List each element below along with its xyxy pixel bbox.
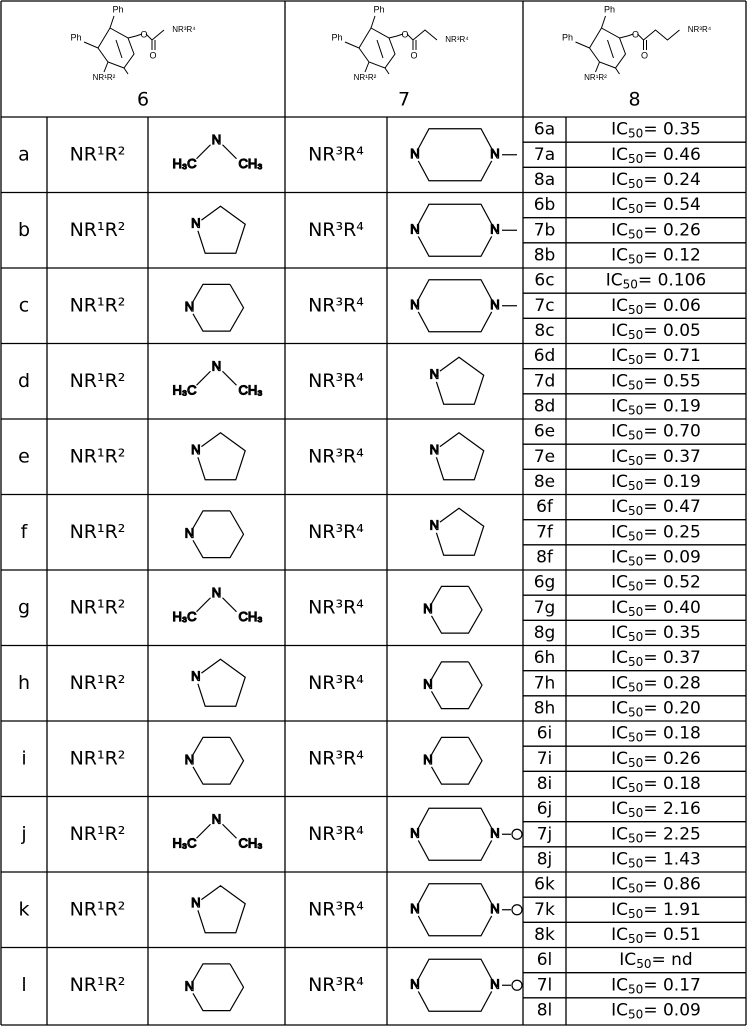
group-label-r1r2: NR¹R² [69,822,126,845]
nitrogen-label: N [410,146,420,162]
oxygen-label: O [140,29,148,40]
compound-id: 7j [536,824,553,845]
group-label-r3r4: NR³R⁴ [308,369,364,392]
phenyl-label: Ph [112,4,124,15]
group-label-r3r4: NR³R⁴ [308,747,364,770]
group-label-r3r4: NR³R⁴ [308,520,364,543]
row-letter: i [21,747,27,770]
methyl-label: CH₃ [238,835,263,851]
substituent-morpholine [408,884,522,936]
group-label-r3r4: NR³R⁴ [308,294,364,317]
nitrogen-label: N [490,901,500,917]
compound-id: 6h [533,648,556,669]
substituent-morpholine [408,808,522,860]
table-row [18,648,701,719]
nitrogen-label: N [423,676,433,692]
nitrogen-label: N [490,976,500,992]
table-row [19,271,706,342]
ic50-value: $IC_{50}= 2.25$ [611,824,701,845]
substituent-pyrrolidine [189,886,245,933]
ic50-value: $IC_{50}= 0.17$ [611,975,701,996]
nitrogen-label: N [410,976,420,992]
substituent-dimethylamino [172,585,262,624]
ic50-value: $IC_{50}= 0.19$ [611,396,701,417]
ic50-value: $IC_{50}= 0.106$ [605,270,707,292]
row-letter: h [17,671,31,694]
compound-id: 6k [534,874,555,895]
compound-id: 6l [536,950,553,971]
phenyl-label: Ph [603,4,616,15]
nitrogen-label: N [429,366,439,382]
substituent-piperidine [183,284,244,331]
substituent-dimethylamino [172,132,262,171]
substituent-dimethylamino [172,812,262,851]
row-letter: j [21,822,27,845]
nitrogen-label: N [191,895,201,911]
ic50-value: $IC_{50}= 0.06$ [611,295,701,317]
ic50-value: $IC_{50}= 0.26$ [611,748,701,770]
compound-series-label: 8 [628,88,641,111]
table-row [21,497,701,568]
table-header [70,4,711,110]
ic50-value: $IC_{50}= 0.51$ [611,924,701,946]
compound-id: 6a [533,119,556,140]
ic50-value: $IC_{50}= 0.18$ [611,773,701,795]
substituent-morpholine [408,959,522,1011]
nitrogen-label: N [191,215,201,231]
amine-label: NR³R⁴ [687,25,712,35]
methyl-label: CH₃ [238,382,263,398]
table-row [18,422,701,493]
compound-id: 8j [536,849,553,870]
ic50-value: $IC_{50}= 0.86$ [611,874,701,896]
compound-id: 8h [533,698,556,719]
methyl-label: CH₃ [238,156,263,172]
nitrogen-label: N [410,825,420,841]
methyl-label: H₃C [172,382,197,398]
nitrogen-label: N [184,525,195,541]
ic50-value: $IC_{50}=$ nd [619,950,693,971]
substituent-dimethylamino [172,359,262,398]
scaffold-structure [345,16,437,74]
substituent-pyrrolidine [189,206,245,253]
phenyl-label: Ph [331,32,343,43]
substituent-piperidine [421,737,482,784]
compound-id: 7a [533,144,556,165]
compound-id: 8d [533,396,556,417]
substituent-piperidine [421,662,482,709]
oxygen-label: O [640,50,649,61]
methyl-label: H₃C [172,156,197,172]
nitrogen-label: N [410,901,420,917]
table-row [18,120,701,191]
ic50-value: $IC_{50}= 0.25$ [611,522,701,543]
compound-id: 7h [533,673,556,694]
compound-id: 7f [536,522,553,543]
phenyl-label: Ph [373,4,385,15]
nitrogen-label: N [211,811,222,827]
group-label-r1r2: NR¹R² [69,596,126,619]
group-label-r3r4: NR³R⁴ [308,218,364,241]
nitrogen-label: N [184,978,195,994]
nitrogen-label: N [191,442,201,458]
oxygen-label: O [410,50,418,61]
compound-id: 8g [533,622,556,643]
substituent-piperidine [183,964,244,1011]
compound-id: 6f [536,497,553,518]
group-label-r1r2: NR¹R² [69,445,126,468]
ic50-value: $IC_{50}= 0.46$ [611,144,701,166]
ic50-value: $IC_{50}= 0.20$ [611,698,701,719]
compound-id: 6b [533,195,556,216]
substituent-n-methylpiperazine [408,280,517,332]
nitrogen-label: N [490,297,500,313]
header-cell-6 [70,4,196,110]
ic50-value: $IC_{50}= 0.37$ [611,446,701,468]
compound-id: 7e [533,446,556,467]
ic50-value: $IC_{50}= 0.55$ [611,371,701,392]
substituent-pyrrolidine [189,659,245,706]
ic50-value: $IC_{50}= 0.28$ [611,673,701,694]
row-letter: a [18,143,30,166]
group-label-r3r4: NR³R⁴ [308,143,364,166]
compound-id: 8c [534,320,555,341]
substituent-piperidine [183,511,244,558]
ic50-value: $IC_{50}= 0.26$ [611,220,701,241]
group-label-r1r2: NR¹R² [69,671,126,694]
compound-id: 6j [536,799,553,820]
substituent-n-methylpiperazine [408,129,517,181]
nitrogen-label: N [184,752,195,768]
oxygen-label: O [149,50,157,61]
compound-id: 7d [533,371,556,392]
row-letter: l [21,973,27,996]
ic50-value: $IC_{50}= 1.91$ [611,899,701,921]
group-label-r3r4: NR³R⁴ [308,973,364,996]
ic50-value: $IC_{50}= 2.16$ [611,799,701,820]
compound-id: 7g [533,597,556,618]
group-label-r1r2: NR¹R² [69,520,126,543]
scaffold-structure [576,16,680,74]
ic50-value: $IC_{50}= 0.12$ [611,245,701,266]
ic50-value: $IC_{50}= 0.09$ [611,1000,701,1021]
ic50-value: $IC_{50}= 0.47$ [611,497,701,518]
nitrogen-label: N [423,601,433,617]
methyl-label: H₃C [172,835,197,851]
ic50-value: $IC_{50}= 0.52$ [611,572,701,594]
compound-id: 7c [534,295,555,316]
group-label-r3r4: NR³R⁴ [308,671,364,694]
amine-label: NR³R⁴ [445,35,469,45]
oxygen-label: O [401,29,409,40]
ic50-value: $IC_{50}= 0.05$ [611,320,701,342]
compound-id: 8k [534,924,555,945]
table-row [18,875,700,946]
group-label-r1r2: NR¹R² [69,294,126,317]
ic50-value: $IC_{50}= 0.35$ [611,119,701,141]
compound-id: 8f [536,547,553,568]
substituent-piperidine [183,737,244,784]
substituent-piperidine [421,586,482,633]
amine-label: NR¹R² [92,73,116,83]
compound-id: 7l [536,975,553,996]
table-row [21,950,700,1021]
methyl-label: H₃C [172,609,197,625]
nitrogen-label: N [211,132,222,148]
table-row [18,346,701,417]
group-label-r1r2: NR¹R² [69,747,126,770]
header-cell-7 [331,4,469,110]
row-letter: c [18,294,30,317]
ic50-value: $IC_{50}= 0.70$ [611,421,701,443]
group-label-r3r4: NR³R⁴ [308,822,364,845]
row-letter: d [17,369,31,392]
compound-id: 6c [534,270,555,291]
compound-id: 6i [536,723,553,744]
ic50-value: $IC_{50}= 0.71$ [611,346,701,367]
substituent-pyrrolidine [427,357,483,404]
group-label-r1r2: NR¹R² [69,973,126,996]
substituent-n-methylpiperazine [408,204,517,256]
scaffold-structure [84,16,164,74]
group-label-r1r2: NR¹R² [69,218,126,241]
group-label-r1r2: NR¹R² [69,898,126,921]
group-label-r1r2: NR¹R² [69,143,126,166]
row-letter: f [20,520,28,543]
phenyl-label: Ph [70,32,82,43]
row-letter: b [17,218,31,241]
nitrogen-label: N [429,517,439,533]
ic50-value: $IC_{50}= 0.09$ [611,547,701,568]
nitrogen-label: N [490,825,500,841]
ic50-value: $IC_{50}= 0.18$ [611,723,701,745]
compound-id: 8a [533,169,556,190]
ic50-value: $IC_{50}= 1.43$ [611,849,701,870]
ic50-value: $IC_{50}= 0.37$ [611,648,701,669]
nitrogen-label: N [490,146,500,162]
methyl-label: CH₃ [238,609,263,625]
row-letter: k [18,898,30,921]
nitrogen-label: N [429,442,439,458]
group-label-r3r4: NR³R⁴ [308,445,364,468]
compound-id: 7b [533,220,556,241]
nitrogen-label: N [191,668,201,684]
table-row [18,573,701,644]
ic50-value: $IC_{50}= 0.40$ [611,597,701,619]
compound-id: 8l [536,1000,553,1021]
amine-label: NR³R⁴ [172,25,196,35]
group-label-r3r4: NR³R⁴ [308,596,364,619]
compound-id: 6e [533,421,556,442]
nitrogen-label: N [184,299,195,315]
nitrogen-label: N [410,297,420,313]
oxygen-label: O [631,29,640,40]
compound-id: 7k [534,899,555,920]
row-letter: e [18,445,30,468]
nitrogen-label: N [423,752,433,768]
header-cell-8 [562,4,712,110]
compound-series-label: 7 [397,88,411,111]
compound-id: 8b [533,245,556,266]
amine-label: NR¹R² [584,73,607,83]
substituent-pyrrolidine [427,508,483,555]
compound-series-label: 6 [136,88,150,111]
group-label-r3r4: NR³R⁴ [308,898,364,921]
nitrogen-label: N [490,221,500,237]
substituent-pyrrolidine [427,433,483,480]
substituent-pyrrolidine [189,433,245,480]
ic50-value: $IC_{50}= 0.19$ [611,471,701,493]
nitrogen-label: N [211,585,222,601]
group-label-r1r2: NR¹R² [69,369,126,392]
table-row [20,799,700,870]
ic50-value: $IC_{50}= 0.54$ [611,195,701,216]
table-row [18,195,701,266]
compound-id: 7i [536,748,553,769]
compound-id: 8i [536,773,553,794]
ic50-value: $IC_{50}= 0.24$ [611,169,701,191]
ic50-value: $IC_{50}= 0.35$ [611,622,701,644]
compound-id: 6d [533,346,556,367]
compound-id: 8e [533,471,556,492]
nitrogen-label: N [211,358,222,374]
table-row [21,724,700,795]
row-letter: g [17,596,31,619]
phenyl-label: Ph [561,32,574,43]
nitrogen-label: N [410,221,420,237]
compound-id: 6g [533,572,556,593]
amine-label: NR¹R² [353,73,377,83]
